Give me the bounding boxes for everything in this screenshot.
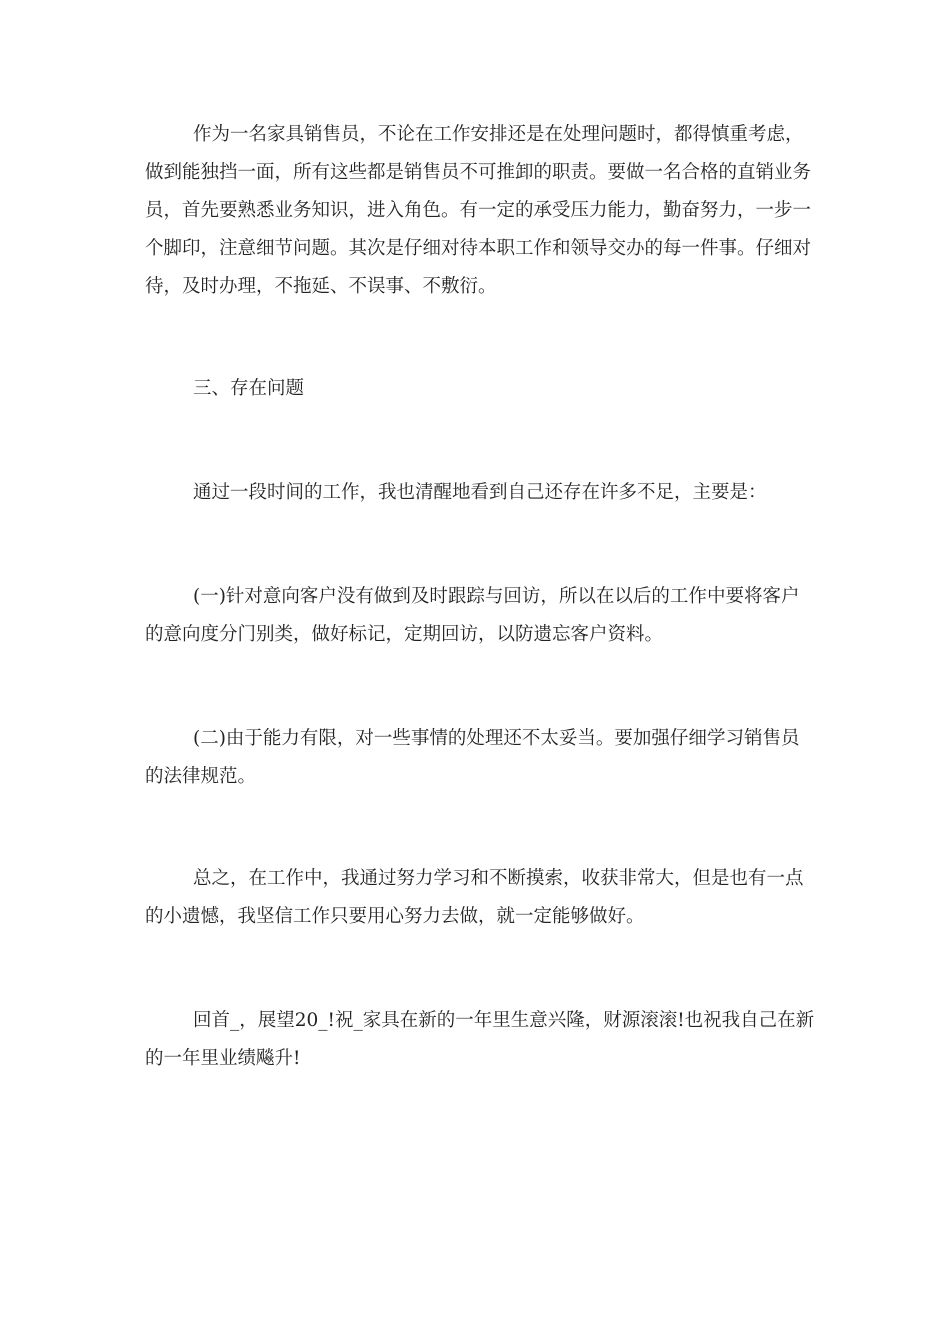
paragraph-problem-one: (一)针对意向客户没有做到及时跟踪与回访，所以在以后的工作中要将客户的意向度分门别类，做好标记，定期回访，以防遗忘客户资料。 bbox=[145, 586, 800, 645]
paragraph-summary: 总之，在工作中，我通过努力学习和不断摸索，收获非常大，但是也有一点的小遗憾，我坚信工作只要用心努力去做，就一定能够做好。 bbox=[145, 868, 804, 927]
paragraph-problems-intro: 通过一段时间的工作，我也清醒地看到自己还存在许多不足，主要是： bbox=[193, 482, 767, 503]
paragraph-closing-wishes: 回首_，展望20_!祝_家具在新的一年里生意兴隆，财源滚滚!也祝我自己在新的一年里业绩飚升! bbox=[145, 1010, 815, 1069]
paragraph-job-duties: 作为一名家具销售员，不论在工作安排还是在处理问题时，都得慎重考虑，做到能独挡一面，所有这些都是销售员不可推卸的职责。要做一名合格的直销业务员，首先要熟悉业务知识，进入角色。有一定的承受压力能力，勤奋努力，一步一个脚印，注意细节问题。其次是仔细对待本职工作和领导交办的每一件事。仔细对待，及时办理，不拖延、不误事、不敷衍。 bbox=[145, 124, 812, 297]
paragraph-problem-two: (二)由于能力有限，对一些事情的处理还不太妥当。要加强仔细学习销售员的法律规范。 bbox=[145, 728, 800, 787]
section-heading-problems: 三、存在问题 bbox=[193, 378, 305, 399]
